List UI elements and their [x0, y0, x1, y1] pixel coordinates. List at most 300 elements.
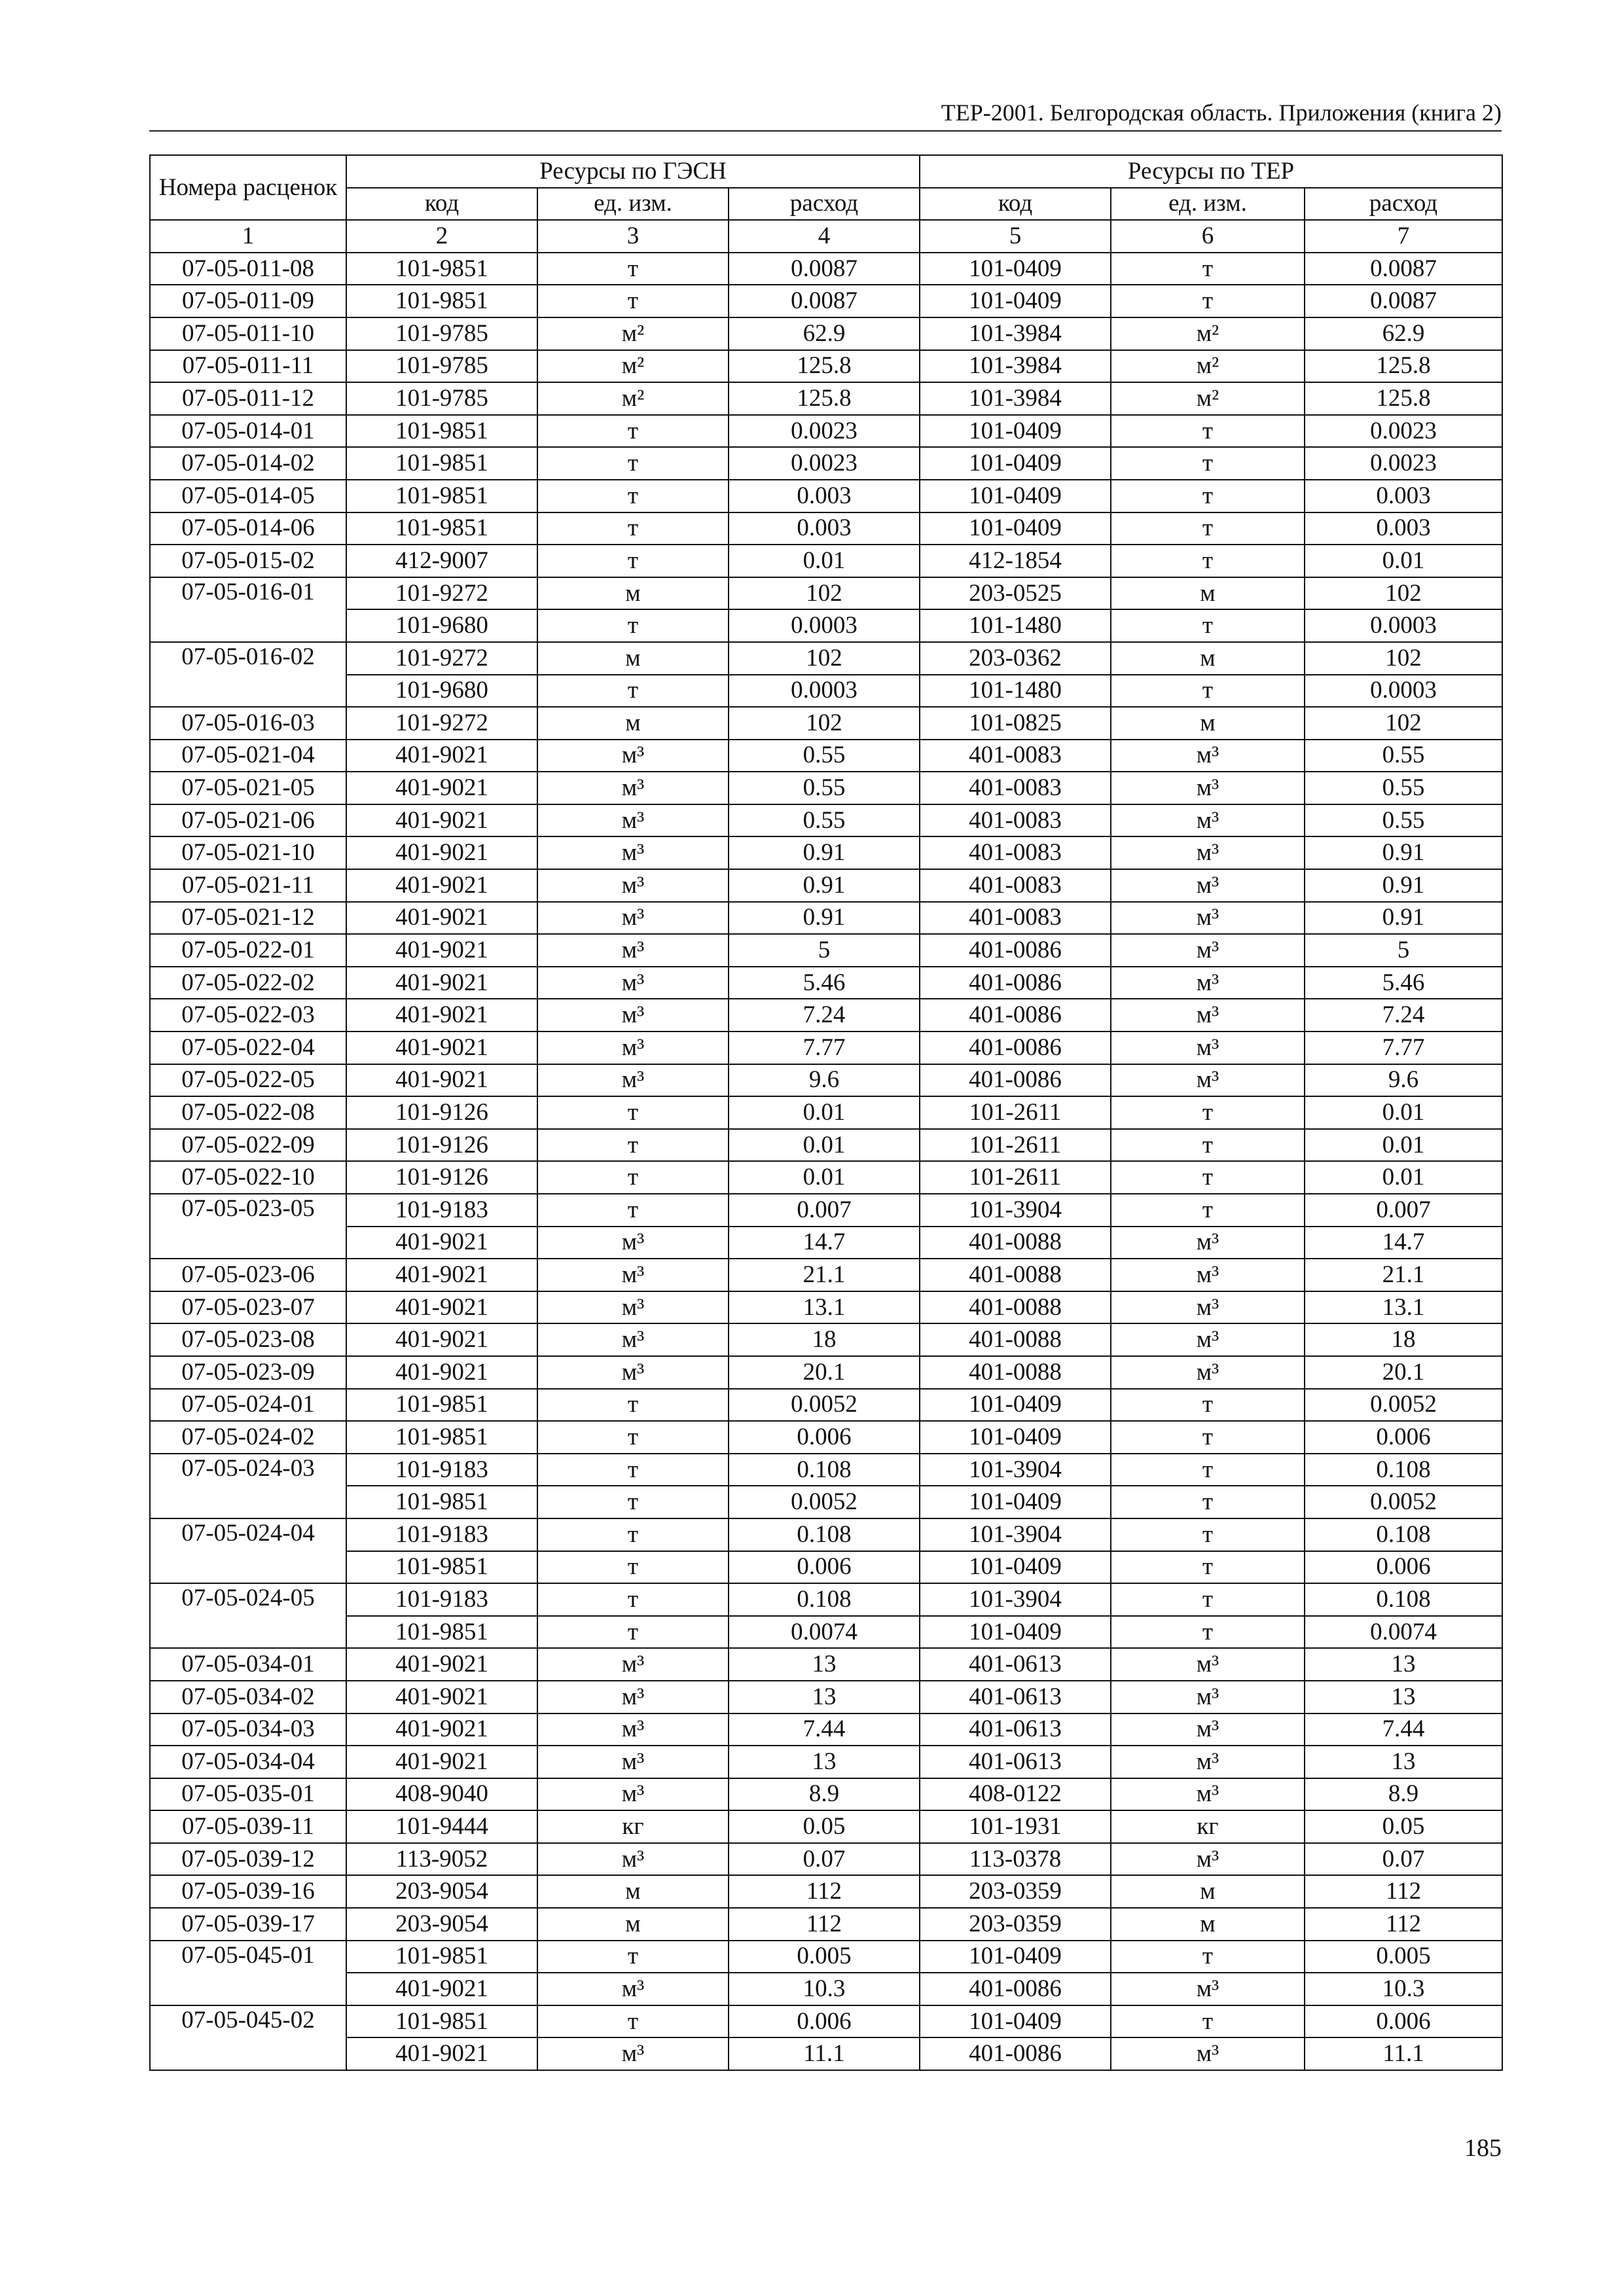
ter-code-cell: 113-0378	[920, 1843, 1111, 1876]
rate-number-cell: 07-05-021-10	[150, 836, 346, 869]
table-body	[150, 253, 1502, 2070]
ter-unit-cell: м³	[1111, 1323, 1305, 1356]
sub-header-ter-code: код	[920, 188, 1111, 221]
gesn-code-cell: 101-9126	[346, 1129, 537, 1162]
rate-number-cell: 07-05-024-04	[150, 1518, 346, 1583]
gesn-consumption-cell: 14.7	[729, 1227, 920, 1259]
rate-number-cell: 07-05-024-02	[150, 1421, 346, 1454]
gesn-unit-cell: м	[537, 1875, 729, 1908]
ter-consumption-cell: 0.05	[1305, 1810, 1502, 1843]
gesn-unit-cell: м	[537, 577, 729, 610]
ter-code-cell: 101-1480	[920, 675, 1111, 708]
ter-code-cell: 101-0409	[920, 285, 1111, 317]
ter-consumption-cell: 0.0003	[1305, 609, 1502, 642]
ter-unit-cell: кг	[1111, 1810, 1305, 1843]
gesn-unit-cell: м³	[537, 1291, 729, 1324]
ter-consumption-cell: 18	[1305, 1323, 1502, 1356]
gesn-code-cell: 101-9183	[346, 1454, 537, 1486]
col-index: 3	[537, 220, 729, 253]
ter-consumption-cell: 14.7	[1305, 1227, 1502, 1259]
gesn-unit-cell: т	[537, 512, 729, 545]
rate-number-cell: 07-05-021-11	[150, 869, 346, 902]
gesn-code-cell: 101-9272	[346, 707, 537, 740]
gesn-code-cell: 401-9021	[346, 999, 537, 1031]
gesn-consumption-cell: 0.0003	[729, 675, 920, 708]
ter-unit-cell: м³	[1111, 902, 1305, 935]
gesn-unit-cell: т	[537, 285, 729, 317]
rate-number-cell: 07-05-021-05	[150, 772, 346, 804]
ter-consumption-cell: 5	[1305, 934, 1502, 967]
ter-consumption-cell: 0.007	[1305, 1194, 1502, 1227]
rate-number-cell: 07-05-022-04	[150, 1031, 346, 1064]
table-row	[150, 1031, 1502, 1064]
gesn-consumption-cell: 0.003	[729, 512, 920, 545]
table-row	[150, 836, 1502, 869]
ter-consumption-cell: 0.0074	[1305, 1616, 1502, 1649]
ter-unit-cell: т	[1111, 1161, 1305, 1194]
ter-consumption-cell: 125.8	[1305, 382, 1502, 415]
gesn-unit-cell: м³	[537, 869, 729, 902]
gesn-consumption-cell: 0.006	[729, 2005, 920, 2038]
gesn-consumption-cell: 0.003	[729, 480, 920, 512]
rate-number-cell: 07-05-016-01	[150, 577, 346, 642]
gesn-consumption-cell: 0.0074	[729, 1616, 920, 1649]
ter-unit-cell: м³	[1111, 804, 1305, 837]
gesn-consumption-cell: 7.24	[729, 999, 920, 1031]
ter-unit-cell: м³	[1111, 1031, 1305, 1064]
table-row	[150, 447, 1502, 480]
table-row	[150, 1194, 1502, 1227]
table-row	[150, 1356, 1502, 1389]
gesn-unit-cell: т	[537, 1454, 729, 1486]
gesn-unit-cell: т	[537, 1616, 729, 1649]
rate-number-cell: 07-05-023-08	[150, 1323, 346, 1356]
table-row	[150, 1421, 1502, 1454]
gesn-code-cell: 101-9851	[346, 1389, 537, 1422]
gesn-consumption-cell: 0.05	[729, 1810, 920, 1843]
table-row	[150, 1291, 1502, 1324]
gesn-code-cell: 101-9851	[346, 480, 537, 512]
sub-header-gesn-unit: ед. изм.	[537, 188, 729, 221]
ter-consumption-cell: 0.0003	[1305, 675, 1502, 708]
ter-consumption-cell: 13	[1305, 1681, 1502, 1713]
ter-code-cell: 408-0122	[920, 1778, 1111, 1811]
ter-unit-cell: т	[1111, 447, 1305, 480]
gesn-code-cell: 401-9021	[346, 740, 537, 772]
ter-code-cell: 101-3904	[920, 1454, 1111, 1486]
gesn-consumption-cell: 13	[729, 1648, 920, 1681]
ter-unit-cell: м³	[1111, 1713, 1305, 1746]
ter-consumption-cell: 11.1	[1305, 2037, 1502, 2070]
gesn-code-cell: 203-9054	[346, 1875, 537, 1908]
table-row	[150, 1875, 1502, 1908]
ter-consumption-cell: 0.108	[1305, 1518, 1502, 1551]
ter-unit-cell: м	[1111, 707, 1305, 740]
gesn-consumption-cell: 5	[729, 934, 920, 967]
ter-consumption-cell: 0.0023	[1305, 447, 1502, 480]
ter-unit-cell: т	[1111, 1454, 1305, 1486]
ter-code-cell: 101-0825	[920, 707, 1111, 740]
rate-number-cell: 07-05-011-11	[150, 350, 346, 383]
rate-number-cell: 07-05-014-01	[150, 415, 346, 448]
gesn-unit-cell: м³	[537, 1227, 729, 1259]
gesn-consumption-cell: 0.108	[729, 1583, 920, 1616]
rate-number-cell: 07-05-021-06	[150, 804, 346, 837]
ter-unit-cell: т	[1111, 1421, 1305, 1454]
table-row	[150, 1973, 1502, 2005]
ter-code-cell: 401-0083	[920, 740, 1111, 772]
gesn-code-cell: 101-9183	[346, 1194, 537, 1227]
ter-consumption-cell: 102	[1305, 642, 1502, 675]
ter-unit-cell: т	[1111, 1129, 1305, 1162]
gesn-unit-cell: м³	[537, 967, 729, 999]
ter-consumption-cell: 0.01	[1305, 1161, 1502, 1194]
gesn-code-cell: 101-9785	[346, 382, 537, 415]
gesn-unit-cell: м³	[537, 1259, 729, 1291]
ter-unit-cell: м³	[1111, 1259, 1305, 1291]
ter-consumption-cell: 0.108	[1305, 1454, 1502, 1486]
rate-number-cell: 07-05-022-01	[150, 934, 346, 967]
gesn-code-cell: 401-9021	[346, 1746, 537, 1778]
header-row-2	[150, 188, 1502, 221]
gesn-consumption-cell: 0.006	[729, 1421, 920, 1454]
ter-consumption-cell: 13	[1305, 1648, 1502, 1681]
gesn-consumption-cell: 102	[729, 642, 920, 675]
rate-number-cell: 07-05-045-01	[150, 1941, 346, 2005]
ter-consumption-cell: 10.3	[1305, 1973, 1502, 2005]
gesn-consumption-cell: 0.0003	[729, 609, 920, 642]
gesn-code-cell: 101-9785	[346, 317, 537, 350]
table-row	[150, 317, 1502, 350]
gesn-consumption-cell: 102	[729, 577, 920, 610]
table-row	[150, 1323, 1502, 1356]
gesn-unit-cell: м	[537, 707, 729, 740]
gesn-unit-cell: т	[537, 1518, 729, 1551]
ter-consumption-cell: 0.0087	[1305, 253, 1502, 285]
ter-unit-cell: т	[1111, 1551, 1305, 1584]
ter-code-cell: 101-1480	[920, 609, 1111, 642]
ter-consumption-cell: 13	[1305, 1746, 1502, 1778]
ter-unit-cell: м³	[1111, 1227, 1305, 1259]
rate-number-cell: 07-05-039-12	[150, 1843, 346, 1876]
gesn-code-cell: 401-9021	[346, 2037, 537, 2070]
col-index: 5	[920, 220, 1111, 253]
gesn-unit-cell: м³	[537, 740, 729, 772]
table-row	[150, 772, 1502, 804]
gesn-unit-cell: т	[537, 447, 729, 480]
col-index: 4	[729, 220, 920, 253]
gesn-code-cell: 401-9021	[346, 1681, 537, 1713]
gesn-unit-cell: м³	[537, 1746, 729, 1778]
gesn-unit-cell: м³	[537, 1713, 729, 1746]
gesn-unit-cell: м³	[537, 999, 729, 1031]
table-row	[150, 1778, 1502, 1811]
ter-code-cell: 401-0086	[920, 1064, 1111, 1097]
ter-consumption-cell: 0.0052	[1305, 1486, 1502, 1518]
table-row	[150, 577, 1502, 610]
ter-consumption-cell: 21.1	[1305, 1259, 1502, 1291]
ter-code-cell: 101-0409	[920, 253, 1111, 285]
ter-code-cell: 101-0409	[920, 1421, 1111, 1454]
gesn-consumption-cell: 0.0023	[729, 415, 920, 448]
ter-consumption-cell: 0.55	[1305, 772, 1502, 804]
ter-consumption-cell: 0.003	[1305, 512, 1502, 545]
rate-number-cell: 07-05-039-17	[150, 1908, 346, 1941]
ter-consumption-cell: 8.9	[1305, 1778, 1502, 1811]
ter-unit-cell: м³	[1111, 836, 1305, 869]
ter-unit-cell: м³	[1111, 1356, 1305, 1389]
ter-code-cell: 101-0409	[920, 1551, 1111, 1584]
gesn-unit-cell: м³	[537, 1356, 729, 1389]
table-row	[150, 967, 1502, 999]
gesn-unit-cell: т	[537, 1389, 729, 1422]
gesn-code-cell: 401-9021	[346, 1973, 537, 2005]
gesn-code-cell: 401-9021	[346, 869, 537, 902]
gesn-code-cell: 101-9851	[346, 2005, 537, 2038]
rate-number-cell: 07-05-022-08	[150, 1096, 346, 1129]
gesn-consumption-cell: 9.6	[729, 1064, 920, 1097]
ter-code-cell: 401-0088	[920, 1323, 1111, 1356]
gesn-code-cell: 101-9851	[346, 1486, 537, 1518]
rate-number-cell: 07-05-014-02	[150, 447, 346, 480]
gesn-code-cell: 101-9126	[346, 1096, 537, 1129]
ter-code-cell: 101-0409	[920, 1941, 1111, 1973]
ter-unit-cell: м³	[1111, 1778, 1305, 1811]
gesn-unit-cell: т	[537, 1583, 729, 1616]
gesn-code-cell: 101-9126	[346, 1161, 537, 1194]
gesn-code-cell: 101-9851	[346, 1551, 537, 1584]
rate-number-cell: 07-05-023-05	[150, 1194, 346, 1259]
gesn-unit-cell: т	[537, 1161, 729, 1194]
table-row	[150, 642, 1502, 675]
rate-number-cell: 07-05-034-03	[150, 1713, 346, 1746]
gesn-code-cell: 401-9021	[346, 1064, 537, 1097]
gesn-consumption-cell: 11.1	[729, 2037, 920, 2070]
gesn-unit-cell: м³	[537, 2037, 729, 2070]
gesn-consumption-cell: 0.01	[729, 1161, 920, 1194]
table-row	[150, 1713, 1502, 1746]
ter-code-cell: 203-0359	[920, 1875, 1111, 1908]
gesn-consumption-cell: 0.0052	[729, 1389, 920, 1422]
ter-code-cell: 401-0086	[920, 1973, 1111, 2005]
rate-number-cell: 07-05-011-12	[150, 382, 346, 415]
gesn-code-cell: 101-9851	[346, 253, 537, 285]
table-row	[150, 902, 1502, 935]
rate-number-cell: 07-05-011-08	[150, 253, 346, 285]
gesn-code-cell: 401-9021	[346, 1356, 537, 1389]
gesn-code-cell: 408-9040	[346, 1778, 537, 1811]
ter-unit-cell: м³	[1111, 1681, 1305, 1713]
gesn-consumption-cell: 0.0023	[729, 447, 920, 480]
gesn-consumption-cell: 0.108	[729, 1454, 920, 1486]
ter-code-cell: 401-0086	[920, 1031, 1111, 1064]
gesn-unit-cell: м³	[537, 1648, 729, 1681]
gesn-unit-cell: м²	[537, 382, 729, 415]
ter-unit-cell: м³	[1111, 1973, 1305, 2005]
ter-unit-cell: м³	[1111, 869, 1305, 902]
rate-number-cell: 07-05-023-06	[150, 1259, 346, 1291]
rate-number-cell: 07-05-011-09	[150, 285, 346, 317]
rate-number-cell: 07-05-024-05	[150, 1583, 346, 1648]
gesn-consumption-cell: 112	[729, 1908, 920, 1941]
table-row	[150, 999, 1502, 1031]
ter-code-cell: 101-0409	[920, 1486, 1111, 1518]
ter-unit-cell: м³	[1111, 967, 1305, 999]
gesn-code-cell: 401-9021	[346, 804, 537, 837]
ter-code-cell: 101-3984	[920, 382, 1111, 415]
gesn-unit-cell: т	[537, 1941, 729, 1973]
table-row	[150, 707, 1502, 740]
ter-unit-cell: т	[1111, 1194, 1305, 1227]
gesn-code-cell: 401-9021	[346, 1031, 537, 1064]
ter-code-cell: 401-0088	[920, 1259, 1111, 1291]
gesn-consumption-cell: 0.55	[729, 804, 920, 837]
gesn-code-cell: 113-9052	[346, 1843, 537, 1876]
ter-unit-cell: т	[1111, 1616, 1305, 1649]
ter-consumption-cell: 9.6	[1305, 1064, 1502, 1097]
gesn-consumption-cell: 62.9	[729, 317, 920, 350]
gesn-consumption-cell: 102	[729, 707, 920, 740]
ter-unit-cell: т	[1111, 285, 1305, 317]
gesn-code-cell: 401-9021	[346, 1323, 537, 1356]
gesn-unit-cell: т	[537, 253, 729, 285]
ter-code-cell: 412-1854	[920, 545, 1111, 577]
page-header	[149, 95, 1502, 132]
ter-consumption-cell: 112	[1305, 1875, 1502, 1908]
gesn-code-cell: 101-9272	[346, 577, 537, 610]
gesn-unit-cell: т	[537, 1421, 729, 1454]
table-row	[150, 609, 1502, 642]
ter-code-cell: 101-0409	[920, 1616, 1111, 1649]
gesn-consumption-cell: 21.1	[729, 1259, 920, 1291]
rate-number-cell: 07-05-024-03	[150, 1454, 346, 1518]
ter-consumption-cell: 0.55	[1305, 804, 1502, 837]
rate-number-cell: 07-05-022-10	[150, 1161, 346, 1194]
ter-consumption-cell: 7.77	[1305, 1031, 1502, 1064]
gesn-code-cell: 401-9021	[346, 1713, 537, 1746]
ter-code-cell: 101-2611	[920, 1129, 1111, 1162]
ter-unit-cell: м²	[1111, 350, 1305, 383]
table-row	[150, 1908, 1502, 1941]
gesn-code-cell: 101-9680	[346, 609, 537, 642]
table-row	[150, 1810, 1502, 1843]
gesn-unit-cell: т	[537, 675, 729, 708]
table-row	[150, 285, 1502, 317]
ter-unit-cell: м³	[1111, 772, 1305, 804]
gesn-consumption-cell: 10.3	[729, 1973, 920, 2005]
table-row	[150, 350, 1502, 383]
ter-unit-cell: м³	[1111, 740, 1305, 772]
sub-header-ter-consumption: расход	[1305, 188, 1502, 221]
gesn-consumption-cell: 0.006	[729, 1551, 920, 1584]
ter-consumption-cell: 5.46	[1305, 967, 1502, 999]
resources-table	[149, 154, 1503, 2071]
ter-consumption-cell: 0.005	[1305, 1941, 1502, 1973]
ter-consumption-cell: 0.0052	[1305, 1389, 1502, 1422]
gesn-consumption-cell: 18	[729, 1323, 920, 1356]
rate-number-cell: 07-05-034-01	[150, 1648, 346, 1681]
rate-number-cell: 07-05-022-03	[150, 999, 346, 1031]
ter-code-cell: 101-0409	[920, 512, 1111, 545]
ter-consumption-cell: 7.24	[1305, 999, 1502, 1031]
gesn-unit-cell: м³	[537, 804, 729, 837]
ter-unit-cell: м³	[1111, 999, 1305, 1031]
ter-code-cell: 401-0083	[920, 836, 1111, 869]
gesn-consumption-cell: 13	[729, 1681, 920, 1713]
gesn-consumption-cell: 0.0087	[729, 285, 920, 317]
gesn-code-cell: 101-9851	[346, 447, 537, 480]
gesn-unit-cell: кг	[537, 1810, 729, 1843]
ter-code-cell: 101-3904	[920, 1518, 1111, 1551]
gesn-code-cell: 401-9021	[346, 1259, 537, 1291]
ter-consumption-cell: 0.006	[1305, 1551, 1502, 1584]
ter-unit-cell: т	[1111, 609, 1305, 642]
sub-header-ter-unit: ед. изм.	[1111, 188, 1305, 221]
rate-number-cell: 07-05-021-12	[150, 902, 346, 935]
col-index: 7	[1305, 220, 1502, 253]
table-row	[150, 1227, 1502, 1259]
col-header-numbers: Номера расценок	[150, 155, 346, 220]
ter-code-cell: 101-3904	[920, 1583, 1111, 1616]
gesn-code-cell: 101-9272	[346, 642, 537, 675]
table-row	[150, 1096, 1502, 1129]
ter-code-cell: 203-0525	[920, 577, 1111, 610]
gesn-code-cell: 401-9021	[346, 1227, 537, 1259]
gesn-consumption-cell: 0.01	[729, 1096, 920, 1129]
header-title: ТЕР-2001. Белгородская область. Приложения (книга 2)	[941, 99, 1502, 126]
ter-code-cell: 401-0086	[920, 934, 1111, 967]
ter-code-cell: 401-0083	[920, 869, 1111, 902]
table-row	[150, 1129, 1502, 1162]
ter-unit-cell: т	[1111, 545, 1305, 577]
ter-unit-cell: т	[1111, 1941, 1305, 1973]
gesn-unit-cell: т	[537, 1194, 729, 1227]
ter-unit-cell: т	[1111, 512, 1305, 545]
rate-number-cell: 07-05-034-04	[150, 1746, 346, 1778]
gesn-unit-cell: м³	[537, 1843, 729, 1876]
ter-code-cell: 101-3984	[920, 317, 1111, 350]
ter-code-cell: 401-0613	[920, 1681, 1111, 1713]
gesn-consumption-cell: 0.91	[729, 902, 920, 935]
ter-unit-cell: т	[1111, 1583, 1305, 1616]
ter-code-cell: 101-3984	[920, 350, 1111, 383]
rate-number-cell: 07-05-024-01	[150, 1389, 346, 1422]
table-row	[150, 512, 1502, 545]
ter-code-cell: 401-0083	[920, 902, 1111, 935]
rate-number-cell: 07-05-021-04	[150, 740, 346, 772]
table-row	[150, 1941, 1502, 1973]
ter-unit-cell: м³	[1111, 2037, 1305, 2070]
gesn-unit-cell: м³	[537, 1323, 729, 1356]
ter-consumption-cell: 7.44	[1305, 1713, 1502, 1746]
ter-consumption-cell: 112	[1305, 1908, 1502, 1941]
gesn-consumption-cell: 7.44	[729, 1713, 920, 1746]
ter-code-cell: 401-0088	[920, 1227, 1111, 1259]
gesn-unit-cell: т	[537, 1551, 729, 1584]
rate-number-cell: 07-05-034-02	[150, 1681, 346, 1713]
gesn-code-cell: 401-9021	[346, 836, 537, 869]
gesn-unit-cell: т	[537, 609, 729, 642]
rate-number-cell: 07-05-022-02	[150, 967, 346, 999]
ter-code-cell: 101-0409	[920, 447, 1111, 480]
gesn-code-cell: 401-9021	[346, 1291, 537, 1324]
table-row	[150, 1161, 1502, 1194]
table-row	[150, 1389, 1502, 1422]
gesn-unit-cell: т	[537, 1486, 729, 1518]
table-row	[150, 1064, 1502, 1097]
ter-unit-cell: т	[1111, 1518, 1305, 1551]
ter-code-cell: 401-0613	[920, 1648, 1111, 1681]
